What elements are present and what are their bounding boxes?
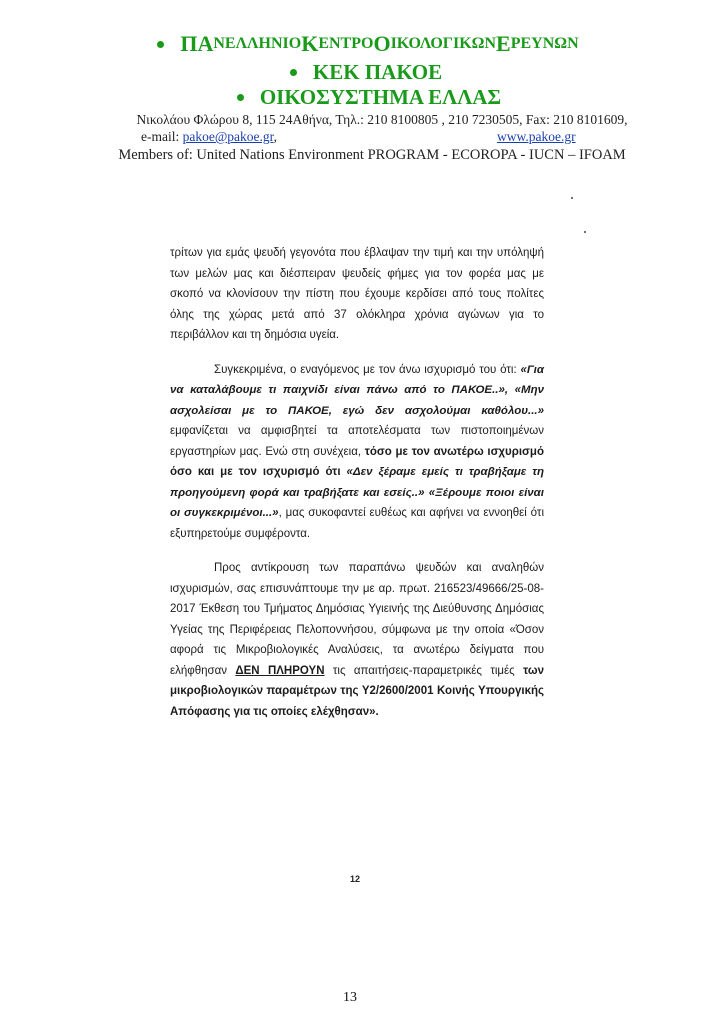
letter-body xyxy=(170,243,544,722)
p2-text-3: , μας συκοφαντεί ευθέως και αφήνει να εννοηθεί ότι εξυπηρετούμε συμφέροντα. xyxy=(170,507,544,540)
letterhead xyxy=(0,30,724,164)
title-small-4: ΡΕΥΝΩΝ xyxy=(510,35,579,52)
letterhead-line-oikosystima xyxy=(14,85,724,110)
body-paragraph-3 xyxy=(170,558,544,722)
p2-quote-2: «Δεν ξέραμε εμείς τι τραβήξαμε τη προηγούμενη φορά και τραβήξατε και εσείς..» «Ξέρουμε ποιοι είναι οι συγκεκριμένοι...» xyxy=(170,466,544,519)
title-small-3: ΙΚΟΛΟΓΙΚΩΝ xyxy=(390,35,497,52)
website-link[interactable]: www.pakoe.gr xyxy=(497,129,576,144)
scan-speck xyxy=(584,231,586,233)
letterhead-address: Νικολάου Φλώρου 8, 115 24Αθήνα, Τηλ.: 210 8100805 , 210 7230505, Fax: 210 8101609, xyxy=(136,112,628,127)
p2-bold-1: τόσο με τον ανωτέρω ισχυρισμό όσο και με τον ισχυρισμό ότι xyxy=(170,445,544,478)
title-cap-4: Ε xyxy=(496,31,511,56)
title-small-2: ΕΝΤΡΟ xyxy=(318,35,374,52)
email-block xyxy=(141,129,277,145)
email-suffix: , xyxy=(273,129,277,144)
p2-quote-1: «Για να καταλάβουμε τι παιχνίδι είναι πάνω από το ΠΑΚΟΕ..», «Μην ασχολείσαι με το ΠΑΚΟΕ, εγώ δεν ασχολούμαι καθόλου...» xyxy=(170,363,544,417)
scan-speck xyxy=(571,197,573,199)
oikosystima-label: ΟΙΚΟΣΥΣΤΗΜΑ ΕΛΛΑΣ xyxy=(259,85,502,109)
email-link[interactable]: pakoe@pakoe.gr xyxy=(182,129,274,144)
p2-text-1: Συγκεκριμένα, ο εναγόμενος με τον άνω ισχυρισμό του ότι: xyxy=(214,363,521,376)
p3-text-2: τις απαιτήσεις-παραμετρικές τιμές xyxy=(324,664,524,677)
p3-bold: των μικροβιολογικών παραμέτρων της Υ2/2600/2001 Κοινής Υπουργικής Απόφασης για τις οποίες ελέχθησαν». xyxy=(170,664,544,718)
letterhead-contact-row xyxy=(0,129,724,146)
p2-text-2: εμφανίζεται να αμφισβητεί τα αποτελέσματα των πιστοποιημένων εργαστηρίων μας. Ενώ στη συνέχεια, xyxy=(170,425,544,458)
kek-pakoe-label: ΚΕΚ ΠΑΚΟΕ xyxy=(312,60,443,84)
body-paragraph-2 xyxy=(170,360,544,545)
title-cap-1: ΠΑ xyxy=(180,31,214,56)
letterhead-members: Members of: United Nations Environment PROGRAM - ECOROPA - IUCN – IFOAM xyxy=(118,147,626,163)
title-cap-2: Κ xyxy=(301,31,319,56)
outer-page-number: 13 xyxy=(343,990,357,1005)
letterhead-title xyxy=(12,30,724,58)
email-label: e-mail: xyxy=(141,129,183,144)
bullet-icon xyxy=(290,69,297,76)
body-paragraph-1: τρίτων για εμάς ψευδή γεγονότα που έβλαψαν την τιμή και την υπόληψή των μελών μας και διέσπειραν ψευδείς φήμες για τον φορέα μας με σκοπό να κλονίσουν την πίστη που έχουμε κερδίσει από τους πολίτες όλης της χώρας μετά από 37 ολόκληρα χρόνια αγώνων για το περιβάλλον και τη δημόσια υγεία. xyxy=(170,247,544,341)
title-cap-3: Ο xyxy=(373,31,391,56)
p3-emphasis: ΔΕΝ ΠΛΗΡΟΥΝ xyxy=(235,664,325,677)
title-small-1: ΝΕΛΛΗΝΙΟ xyxy=(213,35,302,52)
letterhead-line-kek xyxy=(8,60,724,85)
bullet-icon xyxy=(157,41,164,48)
inner-page-number: 12 xyxy=(349,874,360,884)
p3-text-1: Προς αντίκρουση των παραπάνω ψευδών και αναληθών ισχυρισμών, σας επισυνάπτουμε την με αρ. πρωτ. 216523/49666/25-08-2017 Έκθεση του Τμήματος Δημόσιας Υγιεινής της Διεύθυνσης Δημόσιας Υγείας της Περιφέρειας Πελοποννήσου, σύμφωνα με την οποία «Όσον αφορά τις Μικροβιολογικές Αναλύσεις, τα ανωτέρω δείγματα που ελήφθησαν xyxy=(170,562,544,677)
bullet-icon xyxy=(237,94,244,101)
